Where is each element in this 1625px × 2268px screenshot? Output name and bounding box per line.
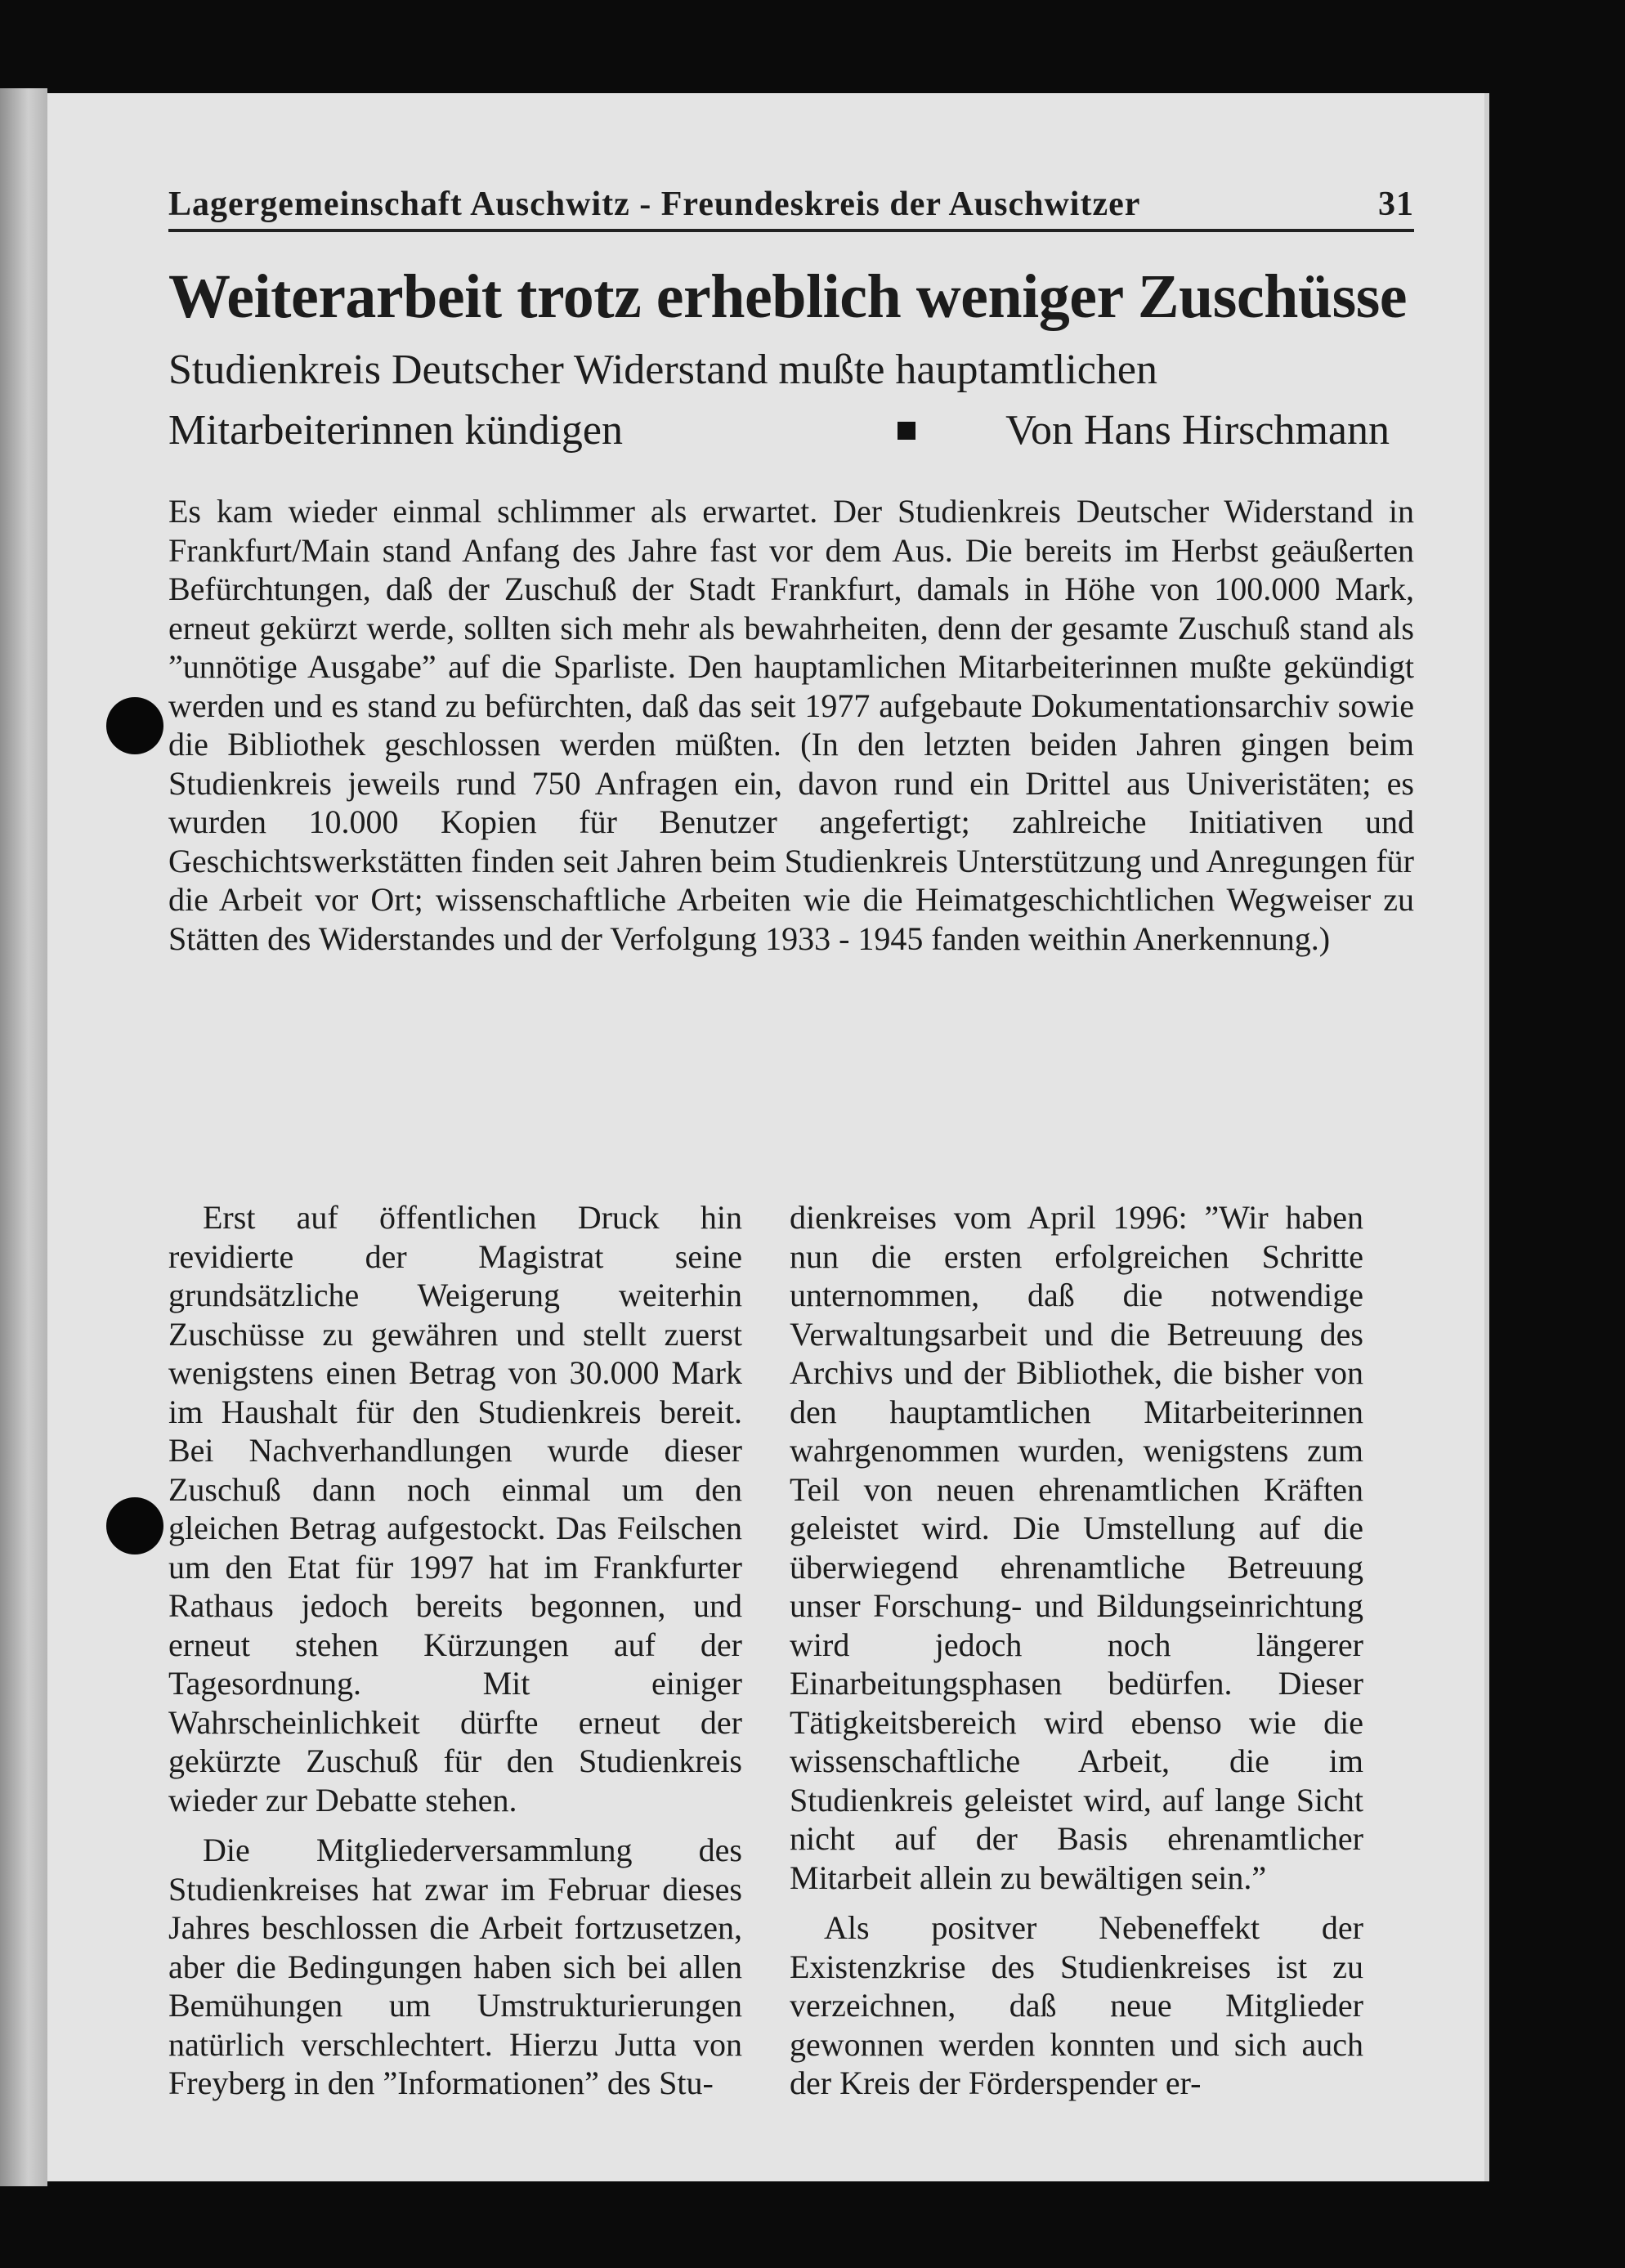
left-paragraph-1: Erst auf öffentlichen Druck hin revidierte der Magistrat seine grundsätzliche Weigerung weiterhin Zuschüsse zu gewähren und stellt zuerst wenigstens einen Betrag von 30.000 Mark im Haushalt für den Studienkreis bereit. Bei Nachverhandlungen wurde dieser Zuschuß dann noch einmal um den gleichen Betrag aufgestockt. Das Feilschen um den Etat für 1997 hat im Frankfurter Rathaus jedoch bereits begonnen, und erneut stehen Kürzungen auf der Tagesordnung. Mit einiger Wahrscheinlichkeit dürfte erneut der gekürzte Zuschuß für den Studienkreis wieder zur Debatte stehen. [168, 1199, 742, 1818]
punch-hole-bottom [106, 1497, 163, 1554]
intro-paragraph: Es kam wieder einmal schlimmer als erwartet. Der Studienkreis Deutscher Widerstand in Frankfurt/Main stand Anfang des Jahre fast vor dem Aus. Die bereits im Herbst geäußerten Befürchtungen, daß der Zuschuß der Stadt Frankfurt, damals in Höhe von 100.000 Mark, erneut gekürzt werde, sollten sich mehr als bewahrheiten, denn der gesamte Zuschuß stand als ”unnötige Ausgabe” auf die Sparliste. Den hauptamlichen Mitarbeiterinnen mußte gekündigt werden und es stand zu befürchten, daß das seit 1977 aufgebaute Dokumentationsarchiv sowie die Bibliothek geschlossen werden müßten. (In den letzten beiden Jahren gingen beim Studienkreis jeweils rund 750 Anfragen ein, davon rund ein Drittel aus Univeristäten; es wurden 10.000 Kopien für Benutzer angefertigt; zahlreiche Initiativen und Geschichtswerkstätten finden seit Jahren beim Studienkreis Unterstützung und Anregungen für die Arbeit vor Ort; wissenschaftliche Arbeiten wie die Heimatgeschichtlichen Wegweiser zu Stätten des Widerstandes und der Verfolgung 1933 - 1945 fanden weithin Anerkennung.) [168, 493, 1414, 957]
subtitle-author-row [168, 400, 1390, 461]
publication-name: Lagergemeinschaft Auschwitz - Freundeskreis der Auschwitzer [168, 186, 1141, 223]
left-column [168, 1198, 742, 2114]
page-number: 31 [1378, 186, 1414, 223]
article-title: Weiterarbeit trotz erheblich weniger Zuschüsse [168, 262, 1408, 331]
document-page [47, 93, 1489, 2181]
punch-hole-top [106, 697, 163, 754]
binding-strip [0, 88, 47, 2186]
right-column [790, 1198, 1363, 2114]
byline [881, 400, 1390, 461]
author-name: Von Hans Hirschmann [1005, 407, 1390, 454]
page-edge [1484, 93, 1489, 2181]
right-paragraph-1: dienkreises vom April 1996: ”Wir haben nun die ersten erfolgreichen Schritte unternommen, daß die notwendige Verwaltungsarbeit und die Betreuung des Archivs und der Bibliothek, die bisher von den hauptamtlichen Mitarbeiterinnen wahrgenommen wurden, wenigstens zum Teil von neuen ehrenamtlichen Kräften geleistet wird. Die Umstellung auf die überwiegend ehrenamtliche Betreuung unser Forschung- und Bildungseinrichtung wird jedoch noch längerer Einarbeitungsphasen bedürfen. Dieser Tätigkeitsbereich wird ebenso wie die wissenschaftliche Arbeit, die im Studienkreis geleistet wird, auf lange Sicht nicht auf der Basis ehrenamtlicher Mitarbeit allein zu bewältigen sein.” [790, 1199, 1363, 1896]
left-paragraph-2: Die Mitgliederversammlung des Studienkreises hat zwar im Februar dieses Jahres beschlossen die Arbeit fortzusetzen, aber die Bedingungen haben sich bei allen Bemühungen um Umstrukturierungen natürlich verschlechtert. Hierzu Jutta von Freyberg in den ”Informationen” des Stu- [168, 1832, 742, 2101]
square-bullet-icon [898, 422, 915, 440]
running-header [168, 173, 1414, 232]
article-subtitle [168, 340, 1390, 461]
right-paragraph-2: Als positver Nebeneffekt der Existenzkrise des Studienkreises ist zu verzeichnen, daß neue Mitglieder gewonnen werden konnten und sich auch der Kreis der Förderspender er- [790, 1909, 1363, 2101]
subtitle-line-2: Mitarbeiterinnen kündigen [168, 407, 623, 454]
subtitle-line-1: Studienkreis Deutscher Widerstand mußte hauptamtlichen [168, 347, 1157, 393]
